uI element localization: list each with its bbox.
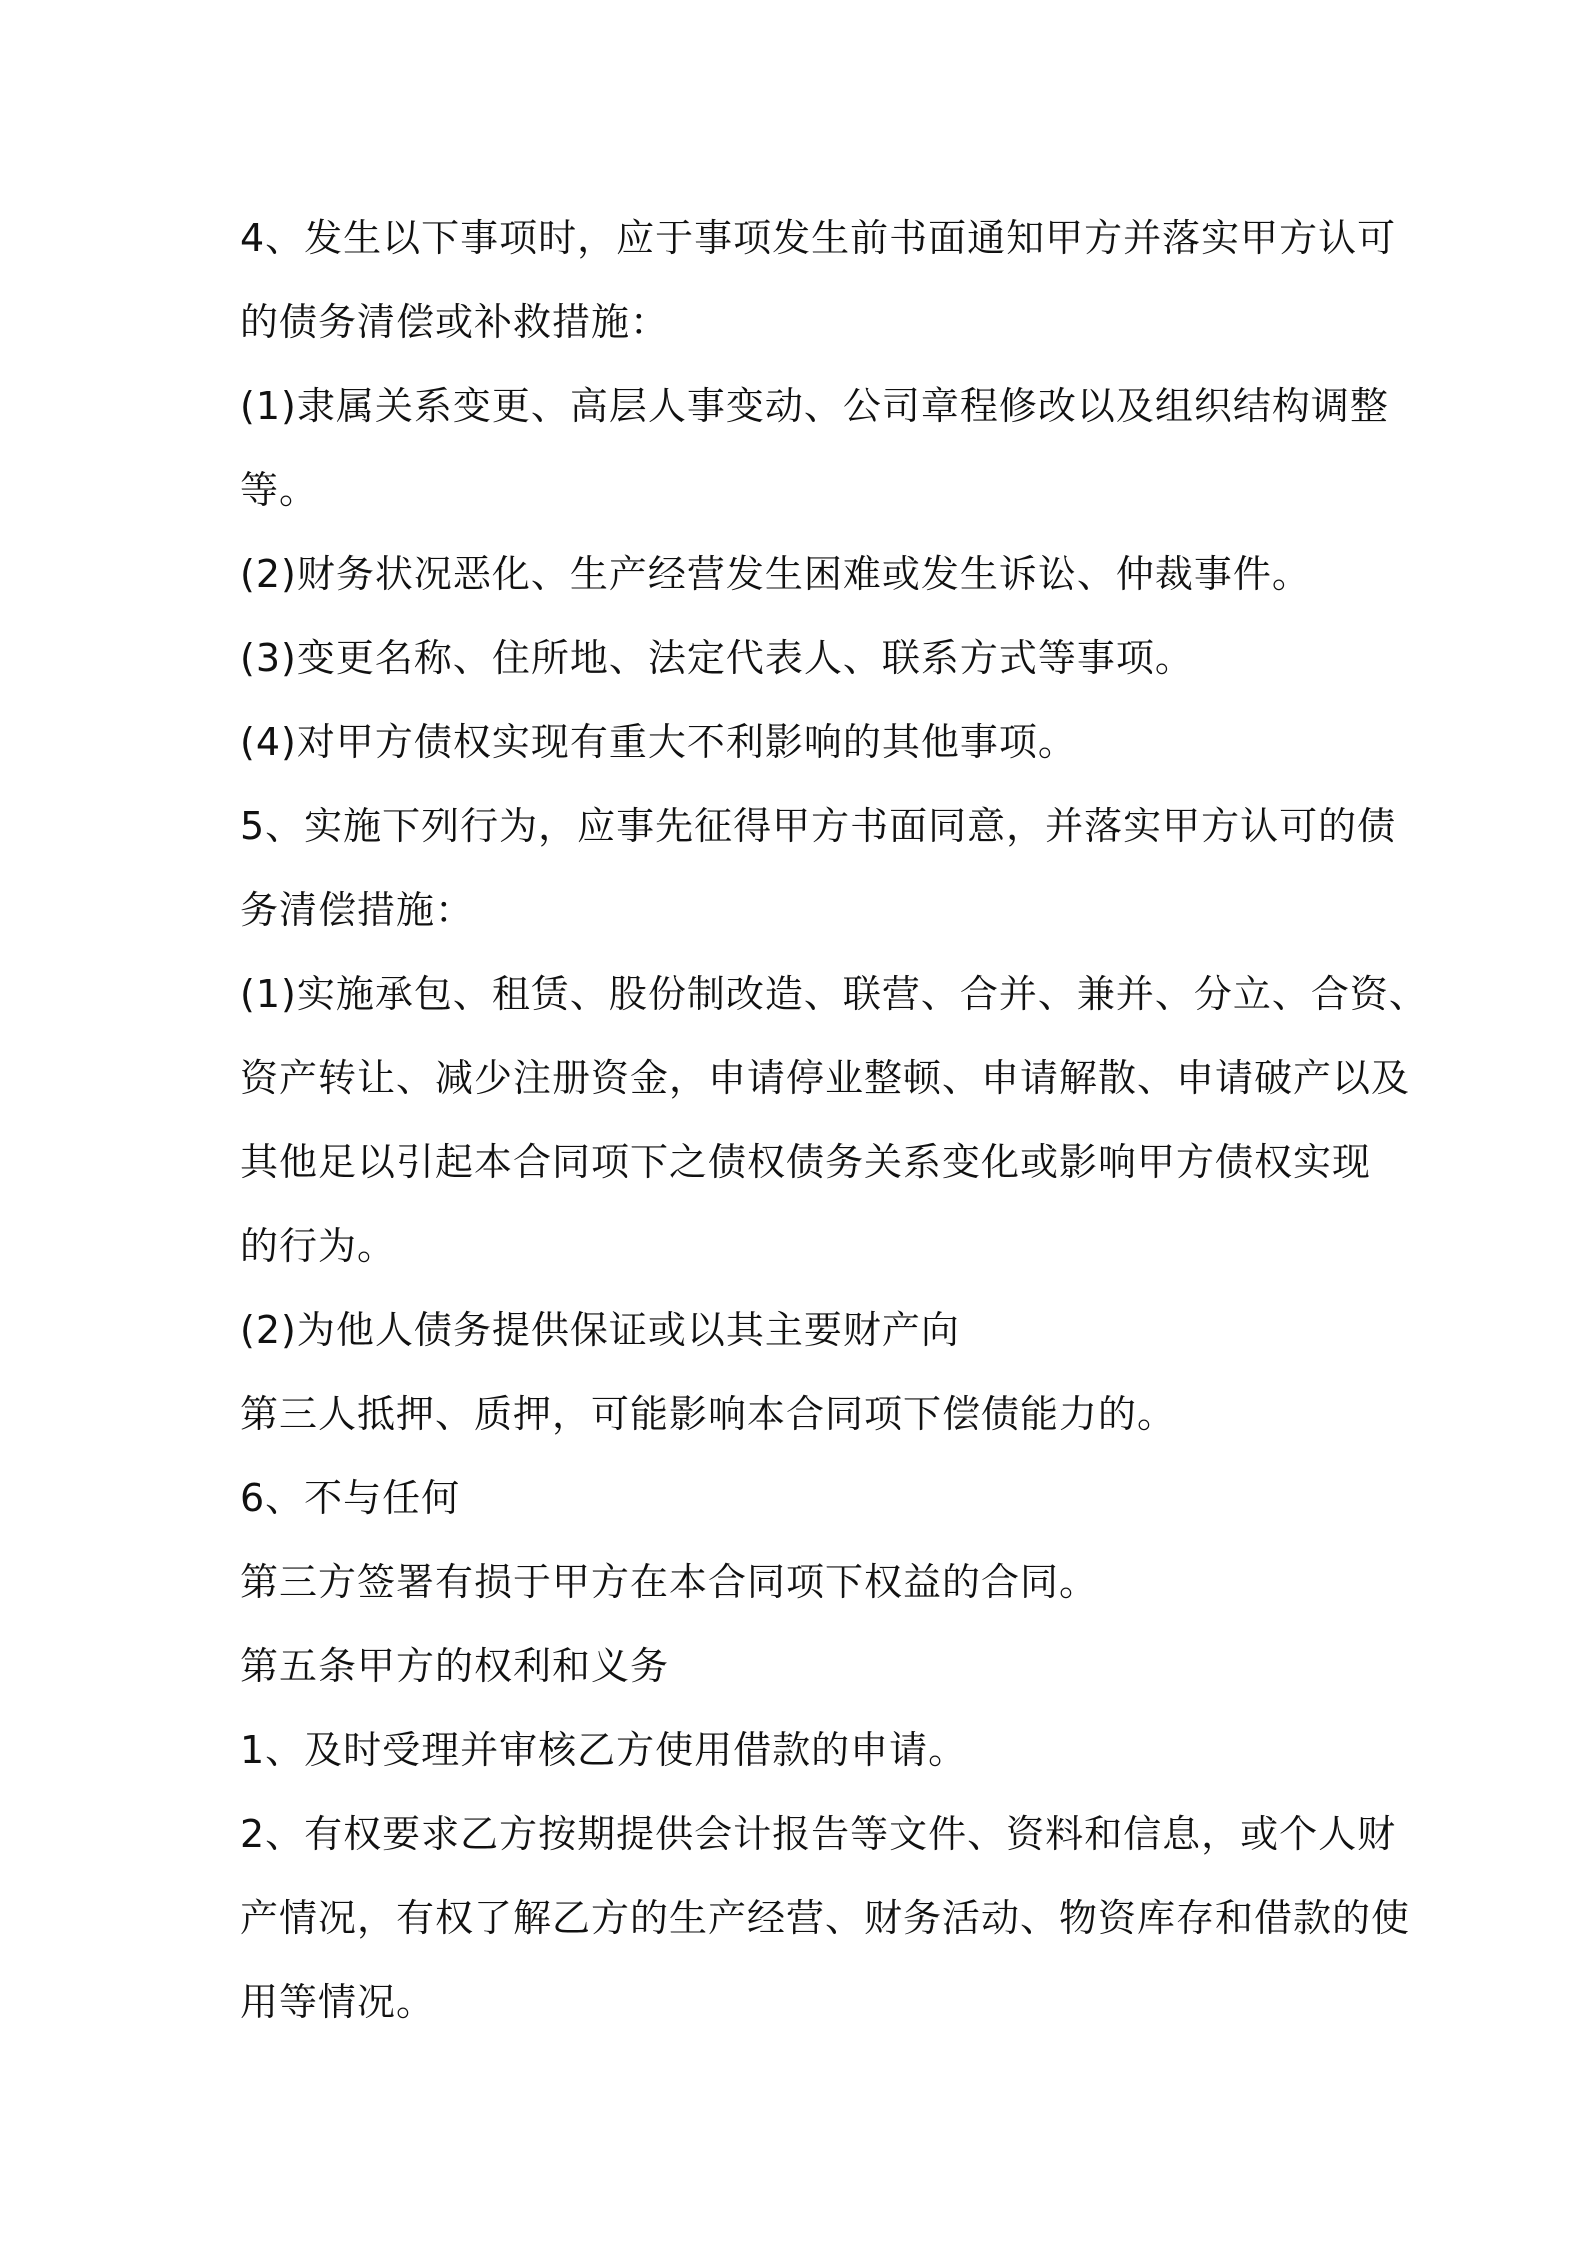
text-line: 2、有权要求乙方按期提供会计报告等文件、资料和信息，或个人财 <box>240 1812 1397 1856</box>
text-line: (2)为他人债务提供保证或以其主要财产向 <box>240 1308 960 1352</box>
text-line: 5、实施下列行为，应事先征得甲方书面同意，并落实甲方认可的债 <box>240 804 1397 848</box>
text-line: (1)实施承包、租赁、股份制改造、联营、合并、兼并、分立、合资、 <box>240 972 1428 1016</box>
text-line: (3)变更名称、住所地、法定代表人、联系方式等事项。 <box>240 636 1194 680</box>
text-line: 等。 <box>240 468 319 512</box>
text-line: 的行为。 <box>240 1224 397 1268</box>
text-line: 的债务清偿或补救措施： <box>240 300 670 344</box>
section-heading: 第五条甲方的权利和义务 <box>240 1644 670 1688</box>
text-line: 6、不与任何 <box>240 1476 461 1520</box>
text-line: 其他足以引起本合同项下之债权债务关系变化或影响甲方债权实现 <box>240 1140 1372 1184</box>
text-line: 资产转让、减少注册资金，申请停业整顿、申请解散、申请破产以及 <box>240 1056 1411 1100</box>
text-line: 产情况，有权了解乙方的生产经营、财务活动、物资库存和借款的使 <box>240 1896 1411 1940</box>
text-line: 第三人抵押、质押，可能影响本合同项下偿债能力的。 <box>240 1392 1177 1436</box>
text-line: (1)隶属关系变更、高层人事变动、公司章程修改以及组织结构调整 <box>240 384 1389 428</box>
text-line: 用等情况。 <box>240 1980 436 2024</box>
text-line: 4、发生以下事项时，应于事项发生前书面通知甲方并落实甲方认可 <box>240 216 1397 260</box>
text-line: 第三方签署有损于甲方在本合同项下权益的合同。 <box>240 1560 1099 1604</box>
text-line: 1、及时受理并审核乙方使用借款的申请。 <box>240 1728 968 1772</box>
text-line: (4)对甲方债权实现有重大不利影响的其他事项。 <box>240 720 1077 764</box>
text-line: 务清偿措施： <box>240 888 475 932</box>
document-body <box>240 196 1428 2044</box>
text-line: (2)财务状况恶化、生产经营发生困难或发生诉讼、仲裁事件。 <box>240 552 1311 596</box>
